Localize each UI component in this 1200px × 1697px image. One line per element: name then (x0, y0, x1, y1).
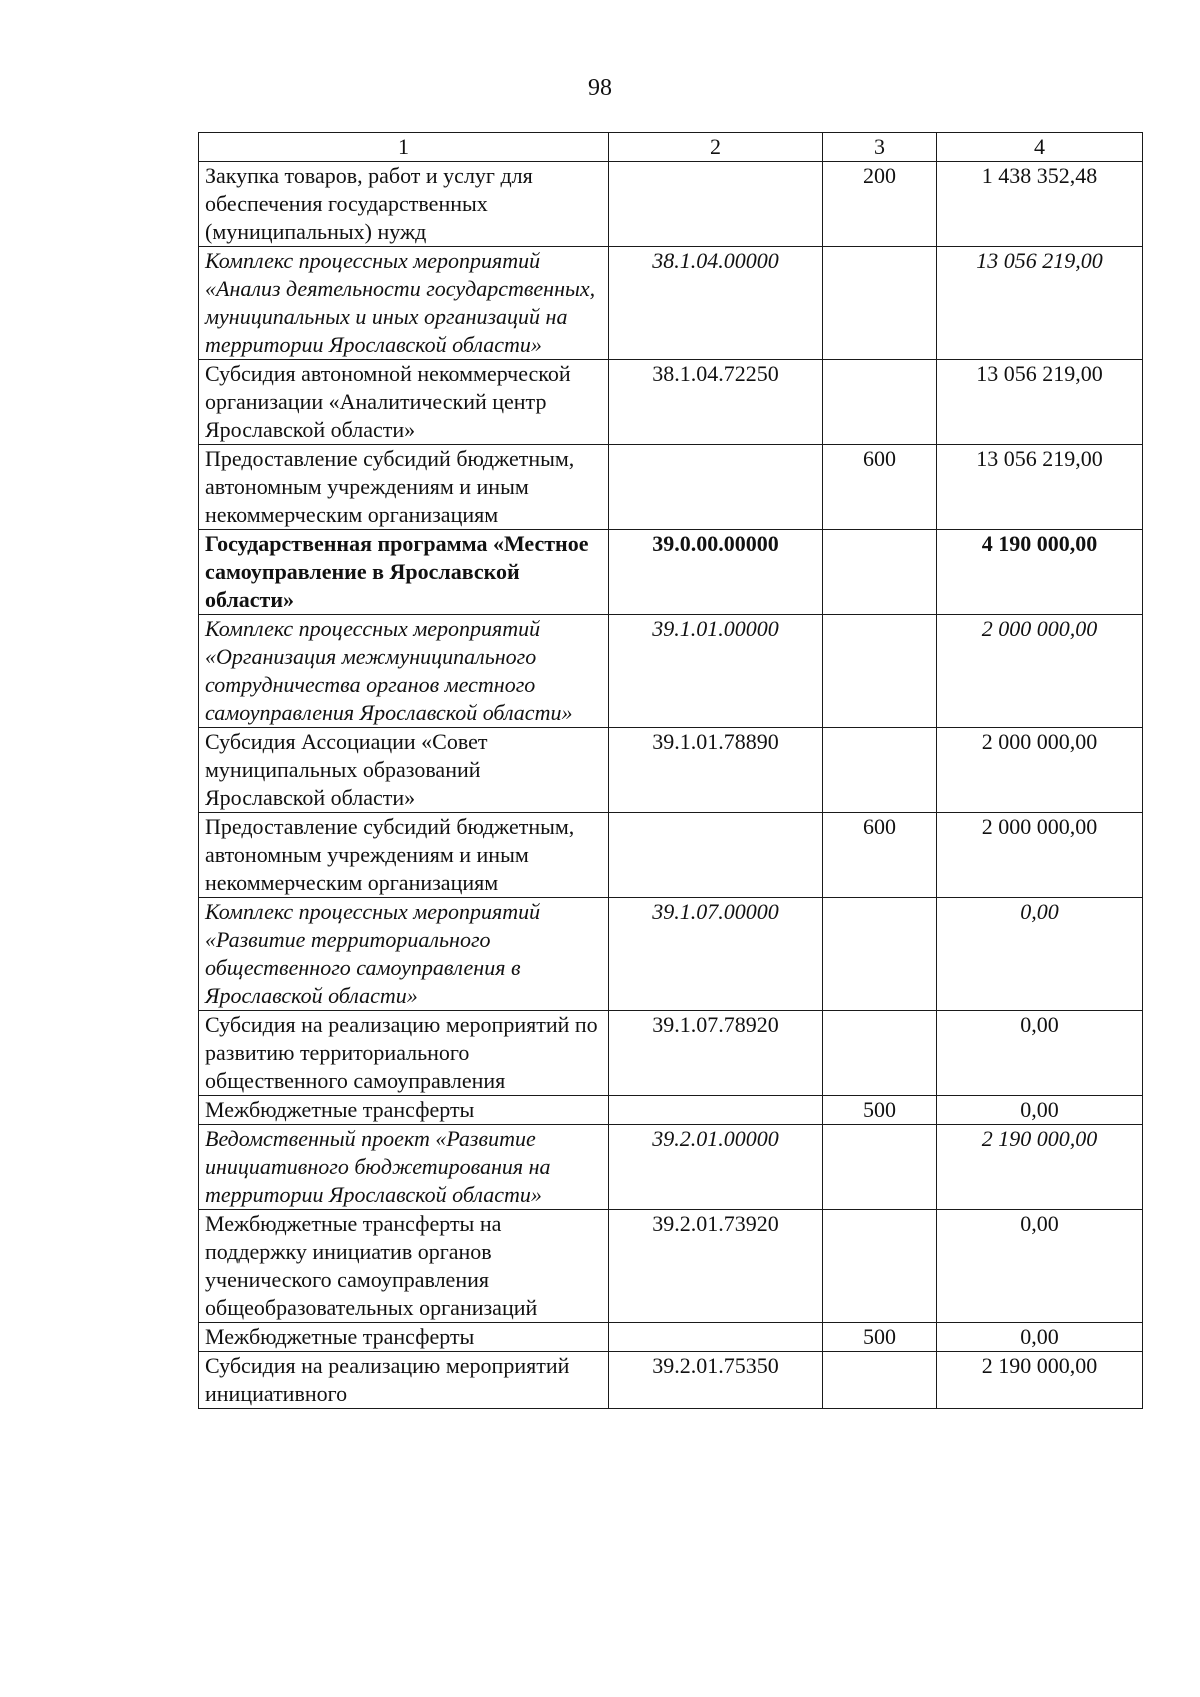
budget-table (198, 132, 1143, 1409)
table-row (199, 445, 1143, 530)
row-name-cell: Комплекс процессных мероприятий «Анализ деятельности государственных, муниципальных и иных организаций на территории Ярославской области» (199, 247, 609, 360)
row-kind-cell: 600 (823, 445, 937, 530)
row-code-cell: 39.1.07.78920 (609, 1011, 823, 1096)
row-amount-cell: 0,00 (937, 1096, 1143, 1125)
table-row (199, 1096, 1143, 1125)
table-row (199, 898, 1143, 1011)
row-code-cell: 39.2.01.73920 (609, 1210, 823, 1323)
row-kind-cell (823, 360, 937, 445)
header-cell-2: 2 (609, 133, 823, 162)
table-row (199, 615, 1143, 728)
row-code-cell: 39.0.00.00000 (609, 530, 823, 615)
row-code-cell (609, 1096, 823, 1125)
row-kind-cell (823, 1125, 937, 1210)
row-code-cell: 39.2.01.75350 (609, 1352, 823, 1409)
row-kind-cell (823, 728, 937, 813)
row-kind-cell (823, 1210, 937, 1323)
row-code-cell: 38.1.04.00000 (609, 247, 823, 360)
table-row (199, 530, 1143, 615)
row-amount-cell: 0,00 (937, 898, 1143, 1011)
row-amount-cell: 1 438 352,48 (937, 162, 1143, 247)
row-amount-cell: 2 190 000,00 (937, 1352, 1143, 1409)
row-kind-cell (823, 247, 937, 360)
row-name-cell: Межбюджетные трансферты (199, 1323, 609, 1352)
header-cell-3: 3 (823, 133, 937, 162)
row-code-cell (609, 162, 823, 247)
row-name-cell: Предоставление субсидий бюджетным, автономным учреждениям и иным некоммерческим организациям (199, 445, 609, 530)
row-code-cell: 39.1.07.00000 (609, 898, 823, 1011)
row-kind-cell: 500 (823, 1096, 937, 1125)
row-amount-cell: 2 000 000,00 (937, 728, 1143, 813)
table-row (199, 1210, 1143, 1323)
row-code-cell: 39.2.01.00000 (609, 1125, 823, 1210)
row-code-cell: 39.1.01.00000 (609, 615, 823, 728)
row-code-cell: 38.1.04.72250 (609, 360, 823, 445)
table-row (199, 1352, 1143, 1409)
row-name-cell: Закупка товаров, работ и услуг для обеспечения государственных (муниципальных) нужд (199, 162, 609, 247)
row-code-cell (609, 1323, 823, 1352)
row-kind-cell: 600 (823, 813, 937, 898)
row-name-cell: Субсидия на реализацию мероприятий по развитию территориального общественного самоуправления (199, 1011, 609, 1096)
table-row (199, 247, 1143, 360)
row-kind-cell: 200 (823, 162, 937, 247)
row-name-cell: Государственная программа «Местное самоуправление в Ярославской области» (199, 530, 609, 615)
row-kind-cell (823, 898, 937, 1011)
header-cell-1: 1 (199, 133, 609, 162)
row-amount-cell: 13 056 219,00 (937, 360, 1143, 445)
row-name-cell: Межбюджетные трансферты (199, 1096, 609, 1125)
row-name-cell: Ведомственный проект «Развитие инициативного бюджетирования на территории Ярославской области» (199, 1125, 609, 1210)
row-name-cell: Субсидия Ассоциации «Совет муниципальных образований Ярославской области» (199, 728, 609, 813)
row-amount-cell: 2 000 000,00 (937, 615, 1143, 728)
header-cell-4: 4 (937, 133, 1143, 162)
row-amount-cell: 2 190 000,00 (937, 1125, 1143, 1210)
table-header-row (199, 133, 1143, 162)
row-amount-cell: 2 000 000,00 (937, 813, 1143, 898)
row-name-cell: Комплекс процессных мероприятий «Организация межмуниципального сотрудничества органов местного самоуправления Ярославской области» (199, 615, 609, 728)
row-name-cell: Межбюджетные трансферты на поддержку инициатив органов ученического самоуправления общеобразовательных организаций (199, 1210, 609, 1323)
page-number: 98 (588, 75, 612, 101)
row-amount-cell: 13 056 219,00 (937, 445, 1143, 530)
row-kind-cell (823, 1352, 937, 1409)
row-kind-cell (823, 530, 937, 615)
table-row (199, 728, 1143, 813)
table-row (199, 1323, 1143, 1352)
row-kind-cell (823, 615, 937, 728)
row-name-cell: Комплекс процессных мероприятий «Развитие территориального общественного самоуправления в Ярославской области» (199, 898, 609, 1011)
table-row (199, 813, 1143, 898)
row-name-cell: Субсидия на реализацию мероприятий инициативного (199, 1352, 609, 1409)
row-name-cell: Субсидия автономной некоммерческой организации «Аналитический центр Ярославской области» (199, 360, 609, 445)
row-amount-cell: 4 190 000,00 (937, 530, 1143, 615)
row-amount-cell: 0,00 (937, 1011, 1143, 1096)
row-name-cell: Предоставление субсидий бюджетным, автономным учреждениям и иным некоммерческим организациям (199, 813, 609, 898)
row-code-cell (609, 813, 823, 898)
row-kind-cell (823, 1011, 937, 1096)
row-code-cell: 39.1.01.78890 (609, 728, 823, 813)
row-amount-cell: 0,00 (937, 1210, 1143, 1323)
table-row (199, 1125, 1143, 1210)
row-amount-cell: 13 056 219,00 (937, 247, 1143, 360)
row-code-cell (609, 445, 823, 530)
row-kind-cell: 500 (823, 1323, 937, 1352)
table-row (199, 360, 1143, 445)
table-row (199, 162, 1143, 247)
row-amount-cell: 0,00 (937, 1323, 1143, 1352)
table-row (199, 1011, 1143, 1096)
